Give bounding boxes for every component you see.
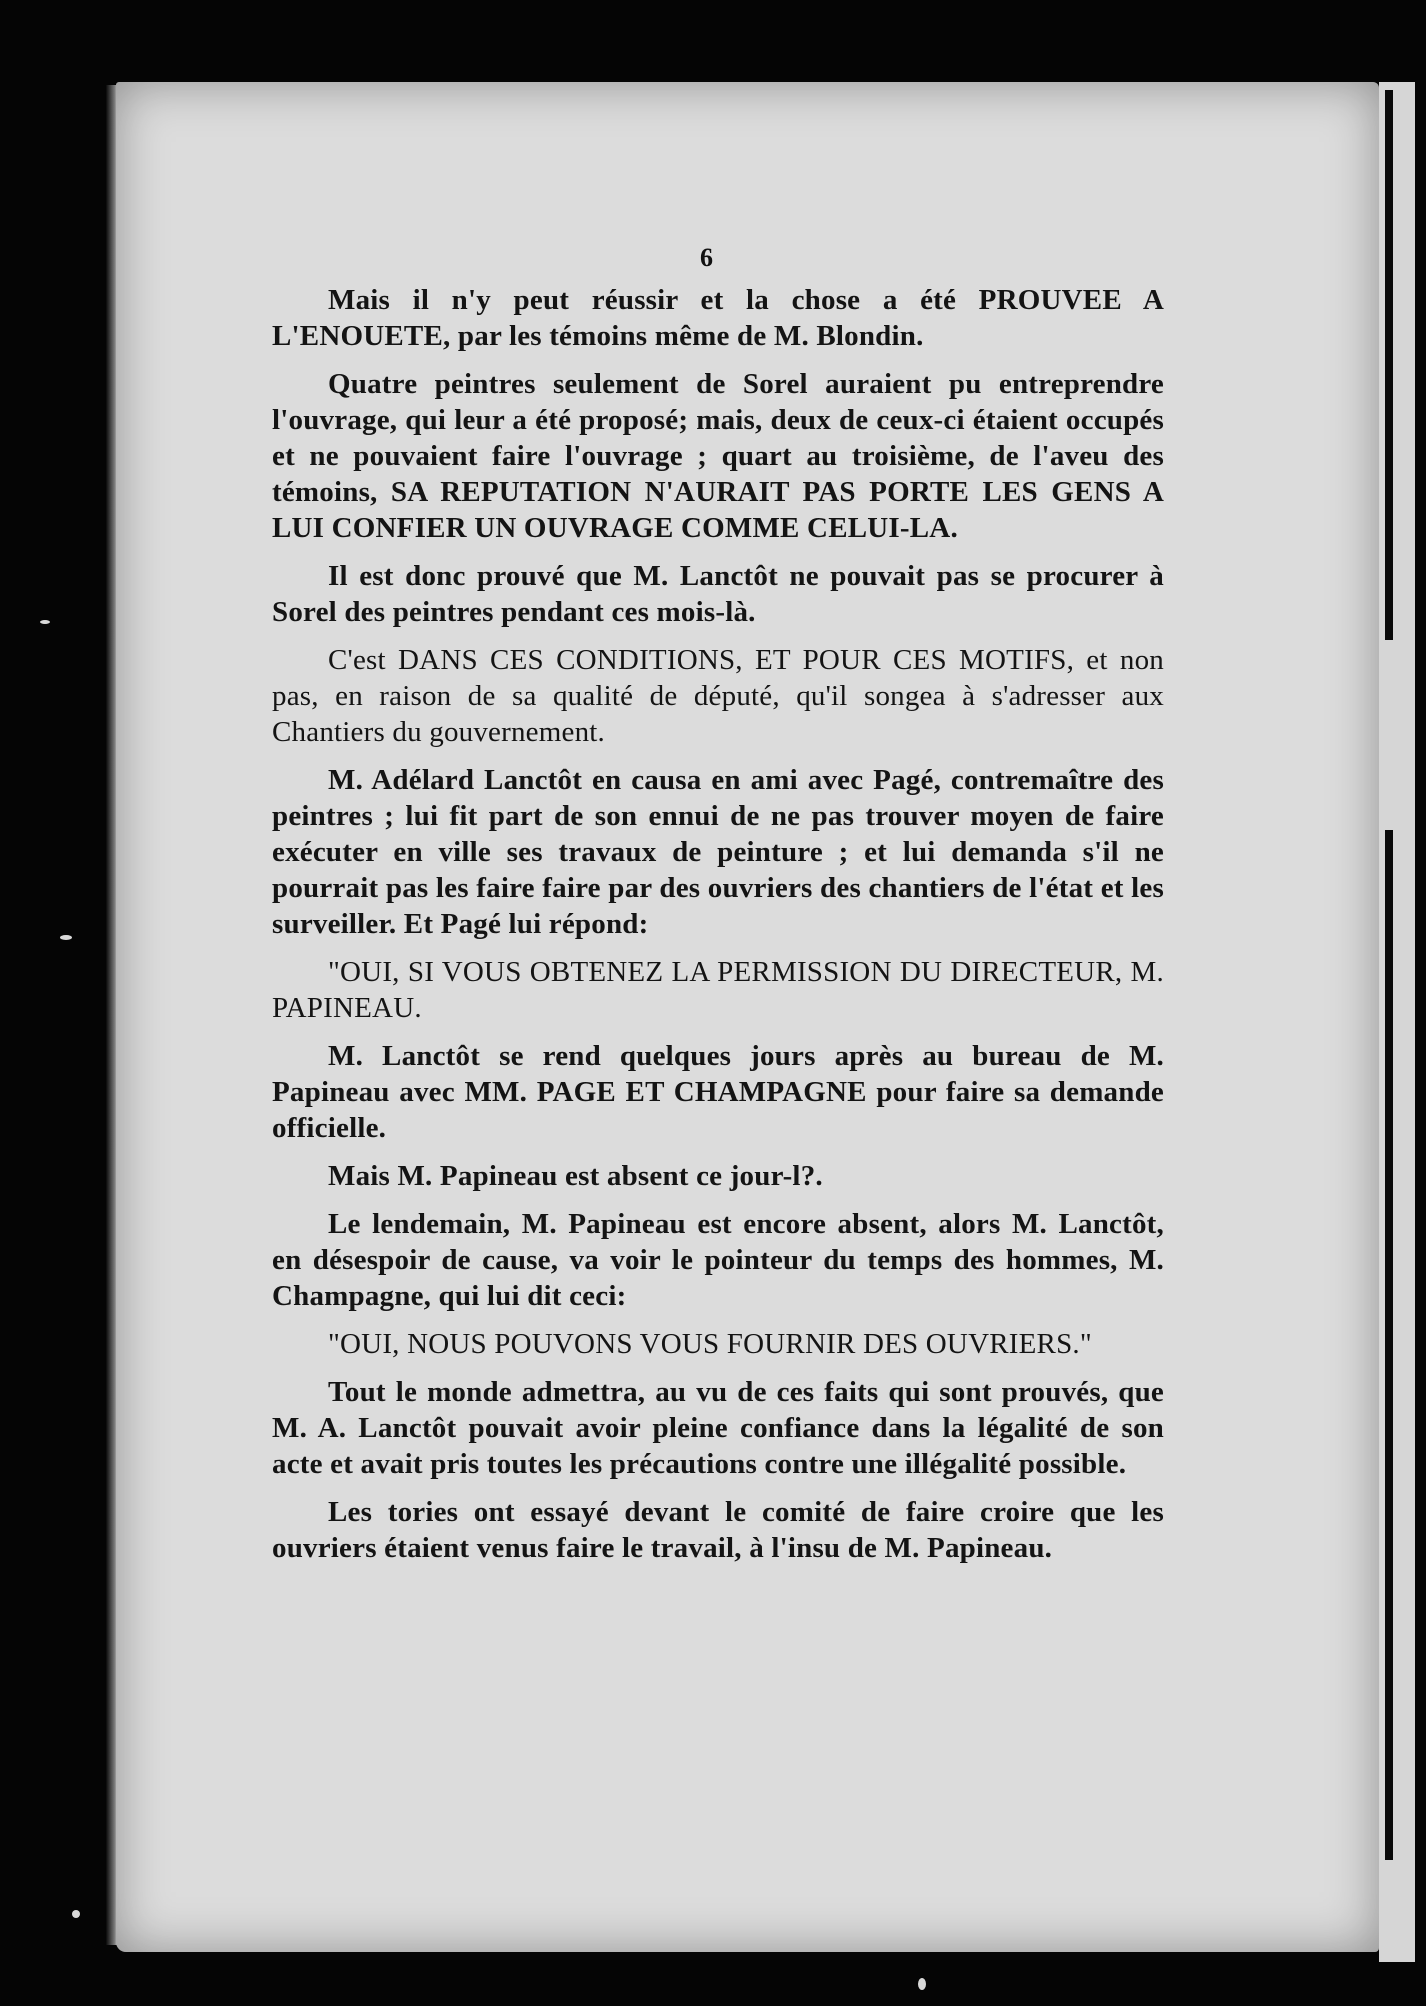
paragraph: Quatre peintres seulement de Sorel auraient pu entreprendre l'ouvrage, qui leur a été proposé; mais, deux de ceux-ci étaient occupés et ne pouvaient faire l'ouvrage ; quart au troisième, de l'aveu des témoins, SA REPUTATION N'AURAIT PAS PORTE LES GENS A LUI CONFIER UN OUVRAGE COMME CELUI-LA. [272,368,1164,544]
paragraph: Mais il n'y peut réussir et la chose a été PROUVEE A L'ENOUETE, par les témoins même de M. Blondin. [272,284,1164,352]
paragraph: M. Lanctôt se rend quelques jours après au bureau de M. Papineau avec MM. PAGE ET CHAMPAGNE pour faire sa demande officielle. [272,1040,1164,1144]
paragraph: "OUI, NOUS POUVONS VOUS FOURNIR DES OUVRIERS." [328,1328,1092,1360]
scan-speck [918,1978,926,1990]
paragraph: Les tories ont essayé devant le comité de faire croire que les ouvriers étaient venus faire le travail, à l'insu de M. Papineau. [272,1496,1164,1564]
scan-speck [72,1910,80,1918]
paragraph: M. Adélard Lanctôt en causa en ami avec Pagé, contremaître des peintres ; lui fit part de son ennui de ne pas trouver moyen de faire exécuter en ville ses travaux de peinture ; et lui demanda s'il ne pourrait pas les faire faire par des ouvriers des chantiers de l'état et les surveiller. Et Pagé lui répond: [272,764,1164,940]
scan-speck [40,620,50,624]
body-text [272,282,1164,1578]
adjacent-page-rule-top [1385,90,1393,640]
adjacent-page-rule-bottom [1385,830,1393,1860]
scan-speck [60,935,72,940]
paragraph: Le lendemain, M. Papineau est encore absent, alors M. Lanctôt, en désespoir de cause, va voir le pointeur du temps des hommes, M. Champagne, qui lui dit ceci: [272,1208,1164,1312]
paragraph: "OUI, SI VOUS OBTENEZ LA PERMISSION DU DIRECTEUR, M. PAPINEAU. [272,956,1164,1024]
paragraph: Il est donc prouvé que M. Lanctôt ne pouvait pas se procurer à Sorel des peintres pendant ces mois-là. [272,560,1164,628]
paragraph: Mais M. Papineau est absent ce jour-l?. [328,1160,823,1192]
paragraph: C'est DANS CES CONDITIONS, ET POUR CES MOTIFS, et non pas, en raison de sa qualité de député, qu'il songea à s'adresser aux Chantiers du gouvernement. [272,644,1164,748]
page-number: 6 [700,243,713,272]
paragraph: Tout le monde admettra, au vu de ces faits qui sont prouvés, que M. A. Lanctôt pouvait avoir pleine confiance dans la légalité de son acte et avait pris toutes les précautions contre une illégalité possible. [272,1376,1164,1480]
